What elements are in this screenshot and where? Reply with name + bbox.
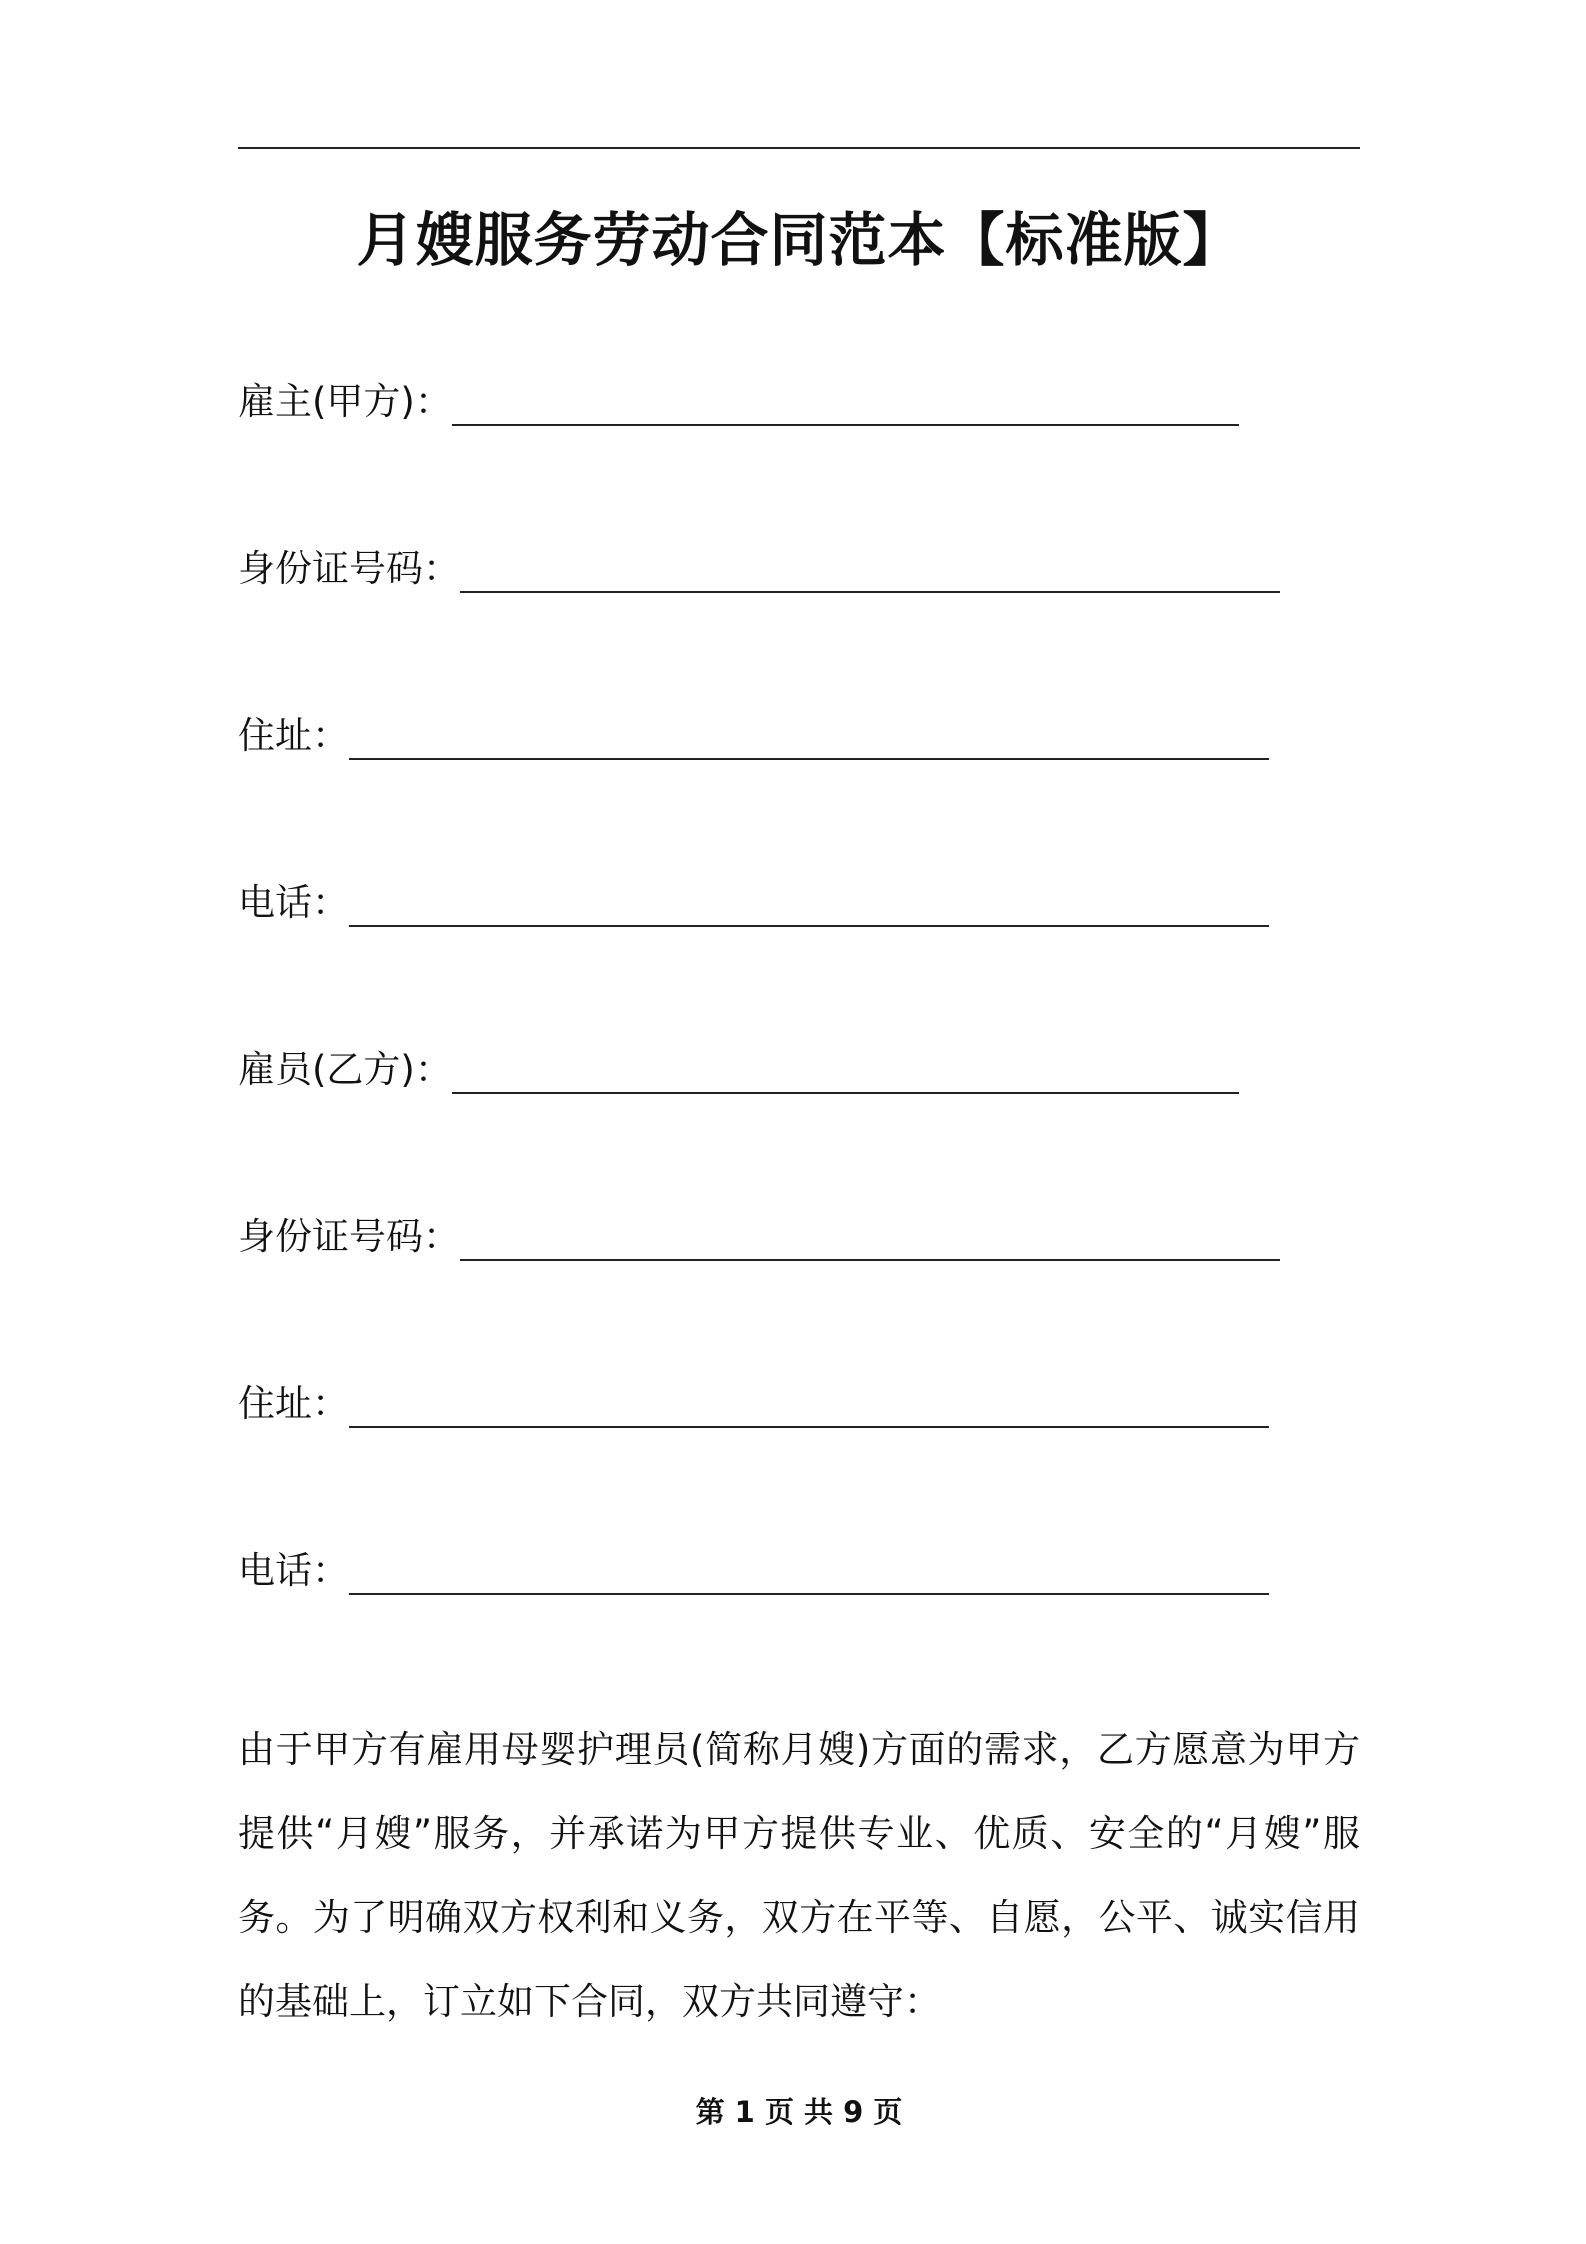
employer-name-label: 雇主(甲方)： [238,380,452,423]
employee-name-label: 雇员(乙方)： [238,1048,452,1091]
employer-phone-label: 电话： [238,881,349,924]
employer-phone-blank[interactable] [349,925,1269,927]
employer-address-blank[interactable] [349,758,1269,760]
employer-name-blank[interactable] [452,424,1239,426]
employer-address-label: 住址： [238,714,349,757]
document-title: 月嫂服务劳动合同范本【标准版】 [356,206,1242,274]
header-rule [238,147,1360,149]
employer-id-blank[interactable] [460,591,1280,593]
employee-id-label: 身份证号码： [238,1215,460,1258]
employee-name-field [238,1036,1239,1096]
employee-name-blank[interactable] [452,1092,1239,1094]
employee-id-blank[interactable] [460,1259,1280,1261]
employer-id-label: 身份证号码： [238,547,460,590]
employee-address-field [238,1370,1269,1430]
employer-address-field [238,702,1269,762]
employee-address-label: 住址： [238,1382,349,1425]
intro-paragraph: 由于甲方有雇用母婴护理员(简称月嫂)方面的需求，乙方愿意为甲方提供“月嫂”服务，并承诺为甲方提供专业、优质、安全的“月嫂”服务。为了明确双方权利和义务，双方在平等、自愿，公平、诚实信用的基础上，订立如下合同，双方共同遵守： [238,1728,1360,2023]
employee-phone-blank[interactable] [349,1593,1269,1595]
employer-name-field [238,368,1239,428]
employer-phone-field [238,869,1269,929]
employee-phone-field [238,1537,1269,1597]
page-number: 第 1 页 共 9 页 [695,2095,903,2129]
employee-address-blank[interactable] [349,1426,1269,1428]
employer-id-field [238,535,1280,595]
employee-id-field [238,1203,1280,1263]
employee-phone-label: 电话： [238,1549,349,1592]
